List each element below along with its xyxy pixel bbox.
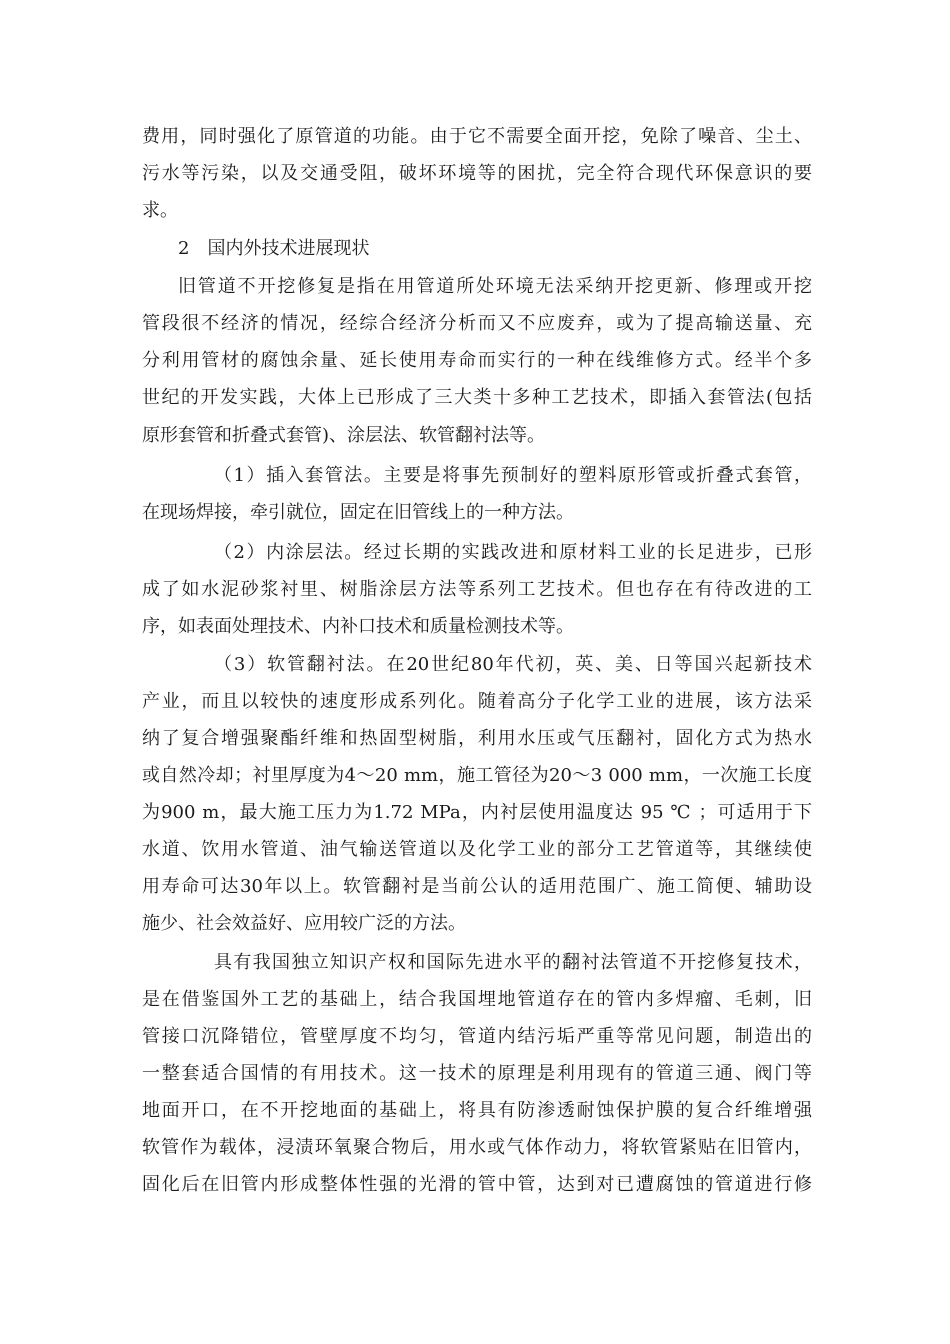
body-text-line: 施少、社会效益好、应用较广泛的方法。: [142, 913, 466, 934]
body-text-line: 分利用管材的腐蚀余量、延长使用寿命而实行的一种在线维修方式。经半个多: [142, 350, 812, 371]
body-text-line: 具有我国独立知识产权和国际先进水平的翻衬法管道不开挖修复技术，: [214, 952, 812, 973]
section-heading: 2 国内外技术进展现状: [178, 238, 370, 259]
body-text-line: 一整套适合国情的有用技术。这一技术的原理是利用现有的管道三通、阀门等: [142, 1063, 812, 1084]
body-text-line: 软管作为载体，浸渍环氧聚合物后，用水或气体作动力，将软管紧贴在旧管内，: [142, 1137, 812, 1158]
body-text-line: 或自然冷却；衬里厚度为4～20 mm，施工管径为20～3 000 mm，一次施工长度: [142, 765, 812, 786]
list-item-text: （3）软管翻衬法。在20世纪80年代初，英、美、日等国兴起新技术: [214, 654, 812, 675]
body-text-line: 用寿命可达30年以上。软管翻衬是当前公认的适用范围广、施工简便、辅助设: [142, 876, 812, 897]
body-text-line: 费用，同时强化了原管道的功能。由于它不需要全面开挖，免除了噪音、尘土、: [142, 126, 812, 147]
body-text-line: 是在借鉴国外工艺的基础上，结合我国埋地管道存在的管内多焊瘤、毛刺，旧: [142, 989, 812, 1010]
body-text-line: 纳了复合增强聚酯纤维和热固型树脂，利用水压或气压翻衬，固化方式为热水: [142, 728, 812, 749]
body-text-line: 在现场焊接，牵引就位，固定在旧管线上的一种方法。: [142, 502, 574, 523]
body-text-line: 地面开口，在不开挖地面的基础上，将具有防渗透耐蚀保护膜的复合纤维增强: [142, 1100, 812, 1121]
body-text-line: 水道、饮用水管道、油气输送管道以及化学工业的部分工艺管道等，其继续使: [142, 839, 812, 860]
body-text-line: 产业，而且以较快的速度形成系列化。随着高分子化学工业的进展，该方法采: [142, 691, 812, 712]
body-text-line: 原形套管和折叠式套管)、涂层法、软管翻衬法等。: [142, 425, 546, 446]
body-text-line: 固化后在旧管内形成整体性强的光滑的管中管，达到对已遭腐蚀的管道进行修: [142, 1174, 812, 1195]
body-text-line: 序，如表面处理技术、内补口技术和质量检测技术等。: [142, 616, 574, 637]
body-text-line: 污水等污染，以及交通受阻，破坏环境等的困扰，完全符合现代环保意识的要: [142, 163, 812, 184]
body-text-line: 世纪的开发实践，大体上已形成了三大类十多种工艺技术，即插入套管法(包括: [142, 387, 812, 408]
list-item-text: （2）内涂层法。经过长期的实践改进和原材料工业的长足进步，已形: [214, 542, 812, 563]
body-text-line: 管段很不经济的情况，经综合经济分析而又不应废弃，或为了提高输送量、充: [142, 313, 812, 334]
body-text-line: 求。: [142, 200, 178, 221]
body-text-line: 管接口沉降错位，管壁厚度不均匀，管道内结污垢严重等常见问题，制造出的: [142, 1026, 812, 1047]
body-text-line: 为900 m，最大施工压力为1.72 MPa，内衬层使用温度达 95 ℃ ；可适用于下: [142, 802, 812, 823]
list-item-text: （1）插入套管法。主要是将事先预制好的塑料原形管或折叠式套管，: [214, 465, 812, 486]
body-text-line: 成了如水泥砂浆衬里、树脂涂层方法等系列工艺技术。但也存在有待改进的工: [142, 579, 812, 600]
body-text-line: 旧管道不开挖修复是指在用管道所处环境无法采纳开挖更新、修理或开挖: [178, 276, 812, 297]
